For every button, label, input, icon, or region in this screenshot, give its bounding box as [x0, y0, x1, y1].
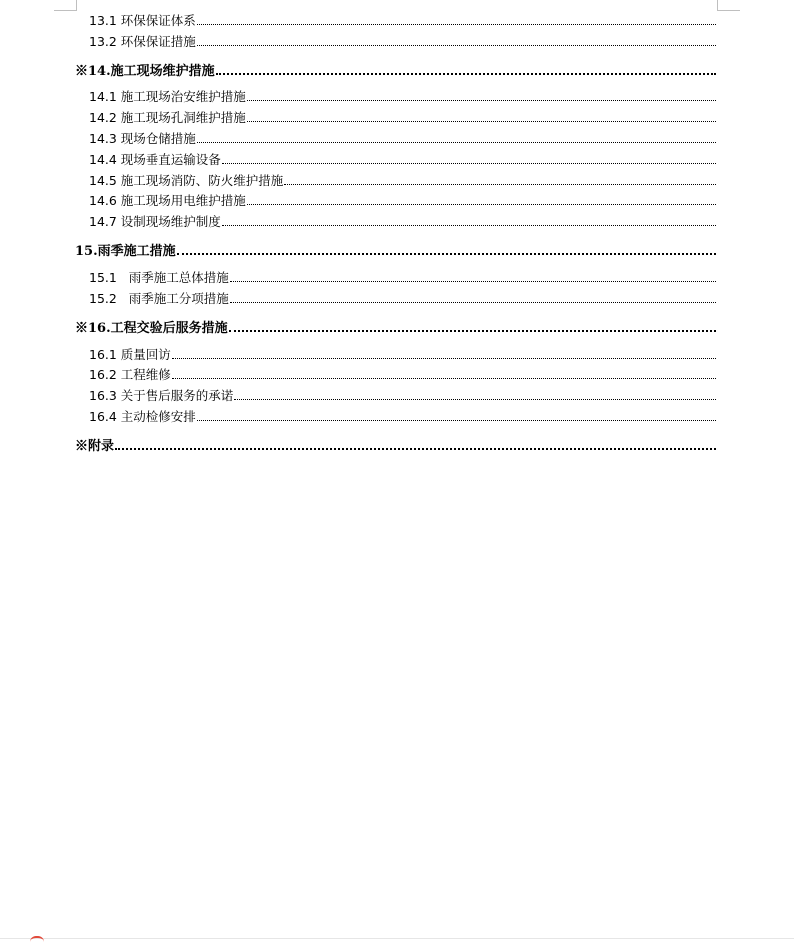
dot-leader: [247, 204, 716, 205]
app-logo-fragment: [30, 936, 44, 942]
dot-leader: [172, 378, 716, 379]
toc-entry-14-6[interactable]: [75, 189, 716, 210]
toc-entry-text: 14.1 施工现场治安维护措施: [89, 89, 246, 105]
toc-entry-13-2[interactable]: [75, 29, 716, 50]
dot-leader: [234, 399, 716, 400]
toc-heading-text: ※附录: [75, 438, 115, 454]
toc-entry-16-4[interactable]: [75, 404, 716, 425]
toc-entry-text: 13.1 环保保证体系: [89, 12, 196, 28]
toc-heading-text: ※14.施工现场维护措施: [75, 63, 215, 79]
dot-leader: [216, 73, 716, 75]
toc-entry-14-5[interactable]: [75, 168, 716, 189]
toc-entry-text: 15.1 雨季施工总体措施: [89, 269, 229, 285]
toc-entry-text: 14.3 现场仓储措施: [89, 130, 196, 146]
toc-entry-text: 16.3 关于售后服务的承诺: [89, 388, 234, 404]
toc-heading-16[interactable]: [75, 314, 716, 336]
toc-heading-14[interactable]: [75, 57, 716, 79]
toc-entry-16-2[interactable]: [75, 363, 716, 384]
toc-entry-16-1[interactable]: [75, 342, 716, 363]
toc-heading-appendix[interactable]: [75, 432, 716, 454]
toc-entry-14-3[interactable]: [75, 126, 716, 147]
dot-leader: [115, 448, 716, 450]
dot-leader: [247, 121, 716, 122]
toc-entry-text: 14.6 施工现场用电维护措施: [89, 193, 246, 209]
dot-leader: [197, 142, 716, 143]
toc-entry-text: 15.2 雨季施工分项措施: [89, 290, 229, 306]
toc-entry-text: 14.4 现场垂直运输设备: [89, 151, 221, 167]
dot-leader: [247, 100, 716, 101]
toc-entry-14-4[interactable]: [75, 147, 716, 168]
toc-entry-14-1[interactable]: [75, 85, 716, 106]
toc-entry-text: 14.2 施工现场孔洞维护措施: [89, 110, 246, 126]
toc-entry-text: 16.4 主动检修安排: [89, 408, 196, 424]
toc-entry-14-2[interactable]: [75, 105, 716, 126]
table-of-contents: [75, 8, 716, 460]
dot-leader: [197, 45, 716, 46]
dot-leader: [222, 225, 716, 226]
toc-entry-14-7[interactable]: [75, 209, 716, 230]
dot-leader: [177, 253, 716, 255]
page-corner-mark-left: [54, 0, 77, 11]
toc-heading-text: 15.雨季施工措施: [75, 244, 176, 260]
toc-entry-text: 16.1 质量回访: [89, 346, 171, 362]
dot-leader: [172, 358, 716, 359]
toc-entry-text: 14.7 设制现场维护制度: [89, 214, 221, 230]
toc-heading-15[interactable]: [75, 237, 716, 259]
toc-entry-16-3[interactable]: [75, 383, 716, 404]
dot-leader: [230, 281, 716, 282]
dot-leader: [230, 302, 716, 303]
toc-entry-text: 14.5 施工现场消防、防火维护措施: [89, 172, 284, 188]
dot-leader: [222, 163, 716, 164]
toc-entry-text: 16.2 工程维修: [89, 367, 171, 383]
dot-leader: [284, 184, 716, 185]
toc-entry-text: 13.2 环保保证措施: [89, 33, 196, 49]
dot-leader: [197, 420, 716, 421]
page-corner-mark-right: [717, 0, 740, 11]
toc-entry-15-2[interactable]: [75, 286, 716, 307]
toc-heading-text: ※16.工程交验后服务措施: [75, 320, 228, 336]
dot-leader: [229, 330, 716, 332]
toc-entry-15-1[interactable]: [75, 265, 716, 286]
page-bottom-divider: [0, 938, 794, 939]
toc-entry-13-1[interactable]: [75, 8, 716, 29]
dot-leader: [197, 24, 716, 25]
